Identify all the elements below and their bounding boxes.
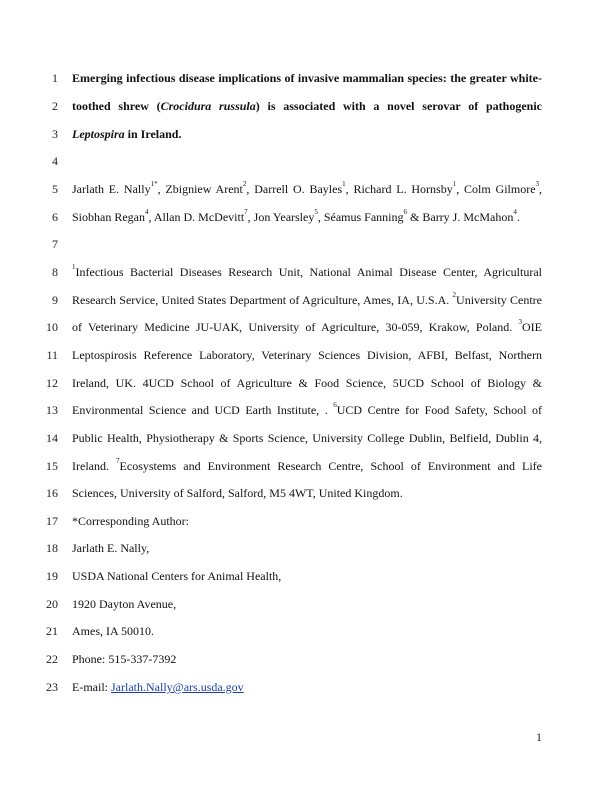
author: Colm Gilmore$^3$, [464,180,543,196]
genus-name: Leptospira [72,127,125,141]
title-line-2: toothed shrew (Crocidura russula) is associated with a novel serovar of pathogenic [72,99,542,113]
line-number: 13 [46,403,58,417]
line-number: 14 [46,431,58,445]
affiliation-line: Research Service, United States Department of Agriculture, Ames, IA, U.S.A. $^2$University Centre [72,291,542,307]
author: Zbigniew Arent$^2$, [165,180,255,196]
title-line-1: Emerging infectious disease implications of invasive mammalian species: the greater white- [72,71,542,85]
line-number: 10 [46,320,58,334]
line-number: 20 [46,597,58,611]
line-number: 18 [46,541,58,555]
corresponding-city: Ames, IA 50010. [72,624,154,638]
line-number: 16 [46,486,58,500]
line-number: 2 [52,99,58,113]
email-link[interactable]: Jarlath.Nally@ars.usda.gov [111,680,244,694]
line-number: 23 [46,680,58,694]
line-number: 1 [52,71,58,85]
author: Siobhan Regan$^4$, [72,208,154,224]
author: Darrell O. Bayles$^1$, [254,180,354,196]
affiliation-line: Sciences, University of Salford, Salford, M5 4WT, United Kingdom. [72,486,403,500]
author: Allan D. McDevitt$^7$, [153,208,254,224]
author: Jon Yearsley$^5$, [253,208,324,224]
affiliation-line: Environmental Science and UCD Earth Institute, . $^6$UCD Centre for Food Safety, School of [72,401,543,417]
corresponding-name: Jarlath E. Nally, [72,541,150,555]
page-number: 1 [536,730,542,744]
line-number: 19 [46,569,58,583]
line-number: 7 [52,237,58,251]
line-number: 9 [52,293,58,307]
authors-line-1 [72,181,542,197]
corresponding-street: 1920 Dayton Avenue, [72,597,177,611]
author: Séamus Fanning$^6$ & [323,208,423,224]
line-number: 5 [52,182,58,196]
affiliation-line: Leptospirosis Reference Laboratory, Veterinary Sciences Division, AFBI, Belfast, Northern [72,348,542,362]
line-number: 15 [46,459,58,473]
affiliation-line: of Veterinary Medicine JU-UAK, University of Agriculture, 30-059, Krakow, Poland. $^3$OIE [72,318,542,334]
line-number: 22 [46,652,58,666]
author: Richard L. Hornsby$^1$, [353,180,465,196]
corresponding-phone: Phone: 515-337-7392 [72,652,177,666]
affiliation-line: $^1$Infectious Bacterial Diseases Research Unit, National Animal Disease Center, Agricultural [72,263,542,279]
author: Jarlath E. Nally$^{1*}$, [72,180,166,196]
corresponding-email-line: E-mail: Jarlath.Nally@ars.usda.gov [72,680,244,694]
line-number: 17 [46,514,58,528]
line-number: 21 [46,624,58,638]
author: Barry J. McMahon$^4$. [422,208,520,224]
corresponding-org: USDA National Centers for Animal Health, [72,569,282,583]
affiliation-line: Ireland. $^7$Ecosystems and Environment Research Centre, School of Environment and Life [72,457,542,473]
line-number: 3 [52,127,58,141]
species-name: Crocidura russula [160,99,256,113]
line-number: 6 [52,210,58,224]
line-number: 4 [52,154,58,168]
line-number: 8 [52,265,58,279]
affiliation-line: Public Health, Physiotherapy & Sports Science, University College Dublin, Belfield, Dublin 4, [72,431,542,445]
line-number: 12 [46,376,58,390]
corresponding-heading: *Corresponding Author: [72,514,189,528]
line-number: 11 [46,348,58,362]
title-line-3: Leptospira in Ireland. [72,127,182,141]
authors-line-2 [72,209,542,225]
affiliation-line: Ireland, UK. 4UCD School of Agriculture & Food Science, 5UCD School of Biology & [72,376,542,390]
